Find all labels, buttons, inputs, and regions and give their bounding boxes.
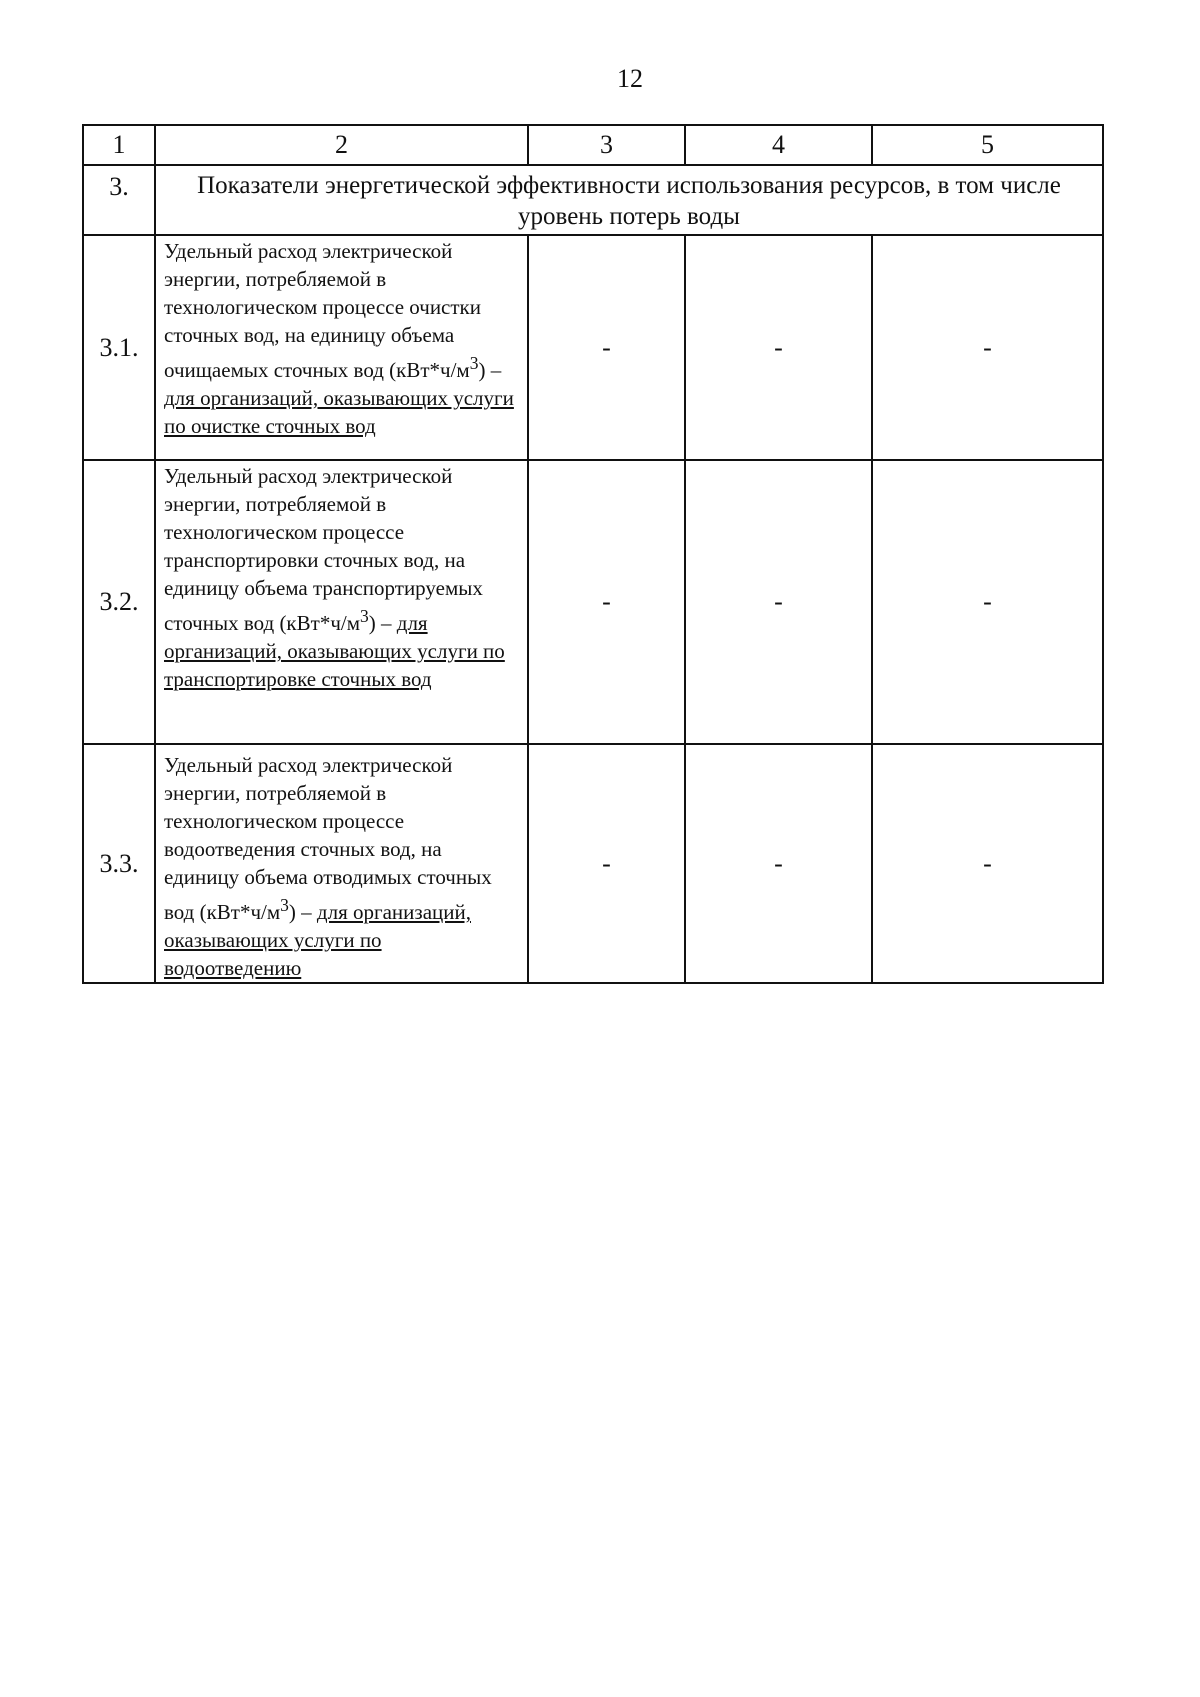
indicators-table — [82, 124, 1104, 984]
value-col3: - — [528, 460, 685, 744]
row-number: 3.3. — [83, 744, 155, 983]
description-separator: ) – — [368, 611, 397, 635]
description-scope: для организаций, оказывающих услуги по очистке сточных вод — [164, 386, 514, 438]
description-text: Удельный расход электрической энергии, потребляемой в технологическом процессе очистки сточных вод, на единицу объема очищаемых сточных вод (кВт*ч/м — [164, 239, 481, 382]
description-separator: ) – — [288, 900, 317, 924]
table-row — [83, 744, 1103, 983]
value-col5: - — [872, 235, 1103, 460]
value-col4: - — [685, 744, 872, 983]
value-col3: - — [528, 744, 685, 983]
unit-superscript: 3 — [360, 606, 369, 626]
row-number: 3.2. — [83, 460, 155, 744]
description-scope: для организаций, оказывающих услуги по транспортировке сточных вод — [164, 611, 505, 691]
row-description — [155, 744, 528, 983]
page-number: 12 — [617, 64, 643, 93]
row-description — [155, 235, 528, 460]
row-description — [155, 460, 528, 744]
value-col5: - — [872, 744, 1103, 983]
column-header-4: 4 — [685, 125, 872, 165]
section-title: Показатели энергетической эффективности использования ресурсов, в том числе уровень потерь воды — [155, 165, 1103, 235]
value-col3: - — [528, 235, 685, 460]
description-text: Удельный расход электрической энергии, потребляемой в технологическом процессе водоотведения сточных вод, на единицу объема отводимых сточных вод (кВт*ч/м — [164, 753, 492, 924]
value-col5: - — [872, 460, 1103, 744]
description-scope: для организаций, оказывающих услуги по водоотведению — [164, 900, 471, 980]
column-header-3: 3 — [528, 125, 685, 165]
column-number-row — [83, 125, 1103, 165]
description-separator: ) – — [478, 358, 502, 382]
value-col4: - — [685, 460, 872, 744]
table-row — [83, 460, 1103, 744]
section-number: 3. — [83, 165, 155, 235]
value-col4: - — [685, 235, 872, 460]
column-header-5: 5 — [872, 125, 1103, 165]
row-number: 3.1. — [83, 235, 155, 460]
column-header-2: 2 — [155, 125, 528, 165]
unit-superscript: 3 — [280, 895, 289, 915]
section-row — [83, 165, 1103, 235]
description-text: Удельный расход электрической энергии, потребляемой в технологическом процессе транспортировки сточных вод, на единицу объема транспортируемых сточных вод (кВт*ч/м — [164, 464, 483, 635]
column-header-1: 1 — [83, 125, 155, 165]
unit-superscript: 3 — [469, 353, 479, 373]
table-row — [83, 235, 1103, 460]
